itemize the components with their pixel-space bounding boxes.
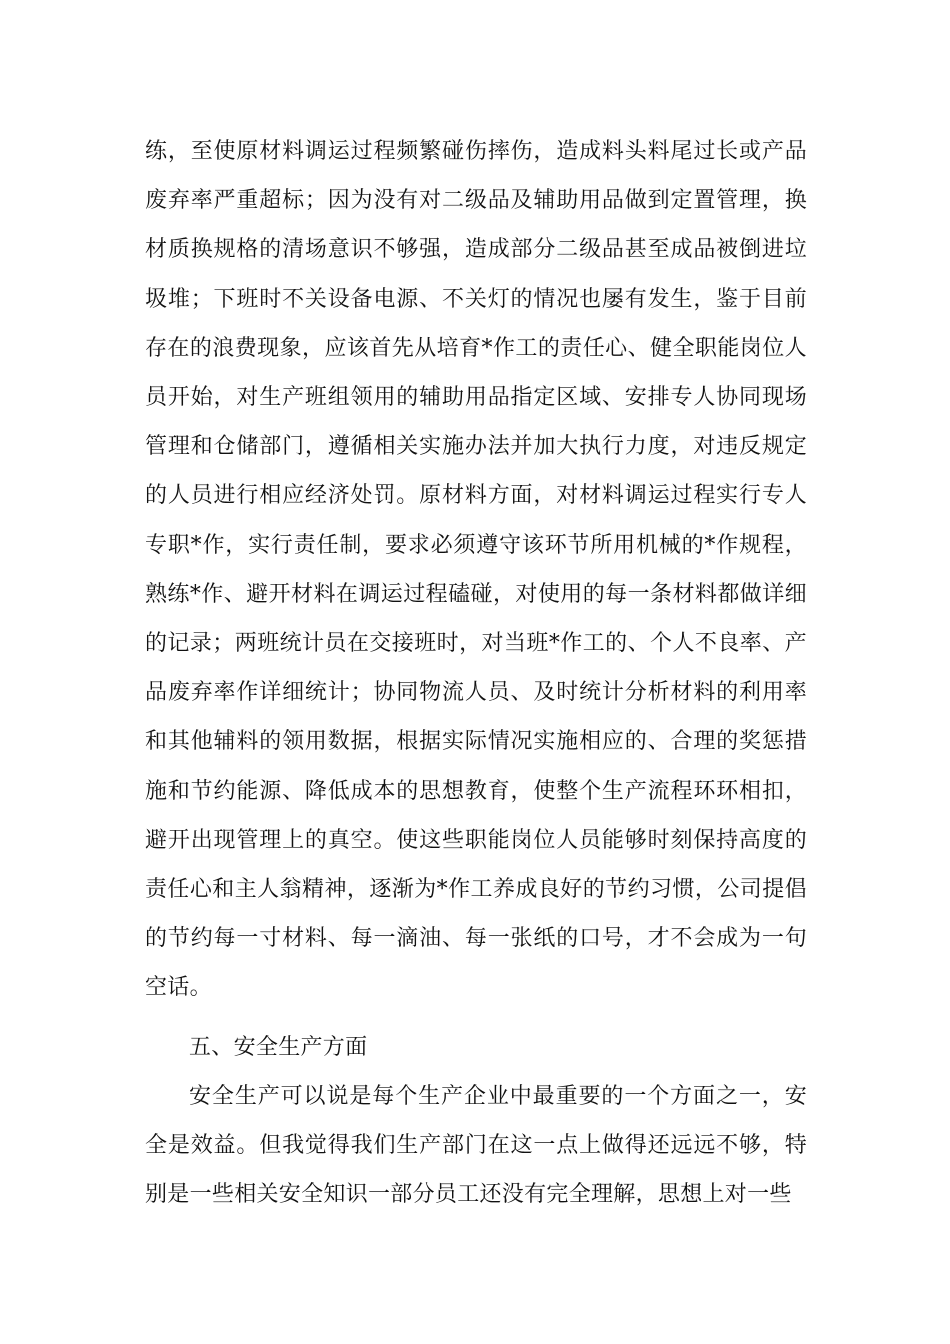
body-paragraph-safety: 安全生产可以说是每个生产企业中最重要的一个方面之一，安全是效益。但我觉得我们生产部门在这一点上做得还远远不够，特别是一些相关安全知识一部分员工还没有完全理解，思想上对一些 bbox=[145, 1084, 807, 1208]
section-heading: 五、安全生产方面 bbox=[189, 1035, 368, 1060]
body-paragraph: 练，至使原材料调运过程频繁碰伤摔伤，造成料头料尾过长或产品废弃率严重超标；因为没有对二级品及辅助用品做到定置管理，换材质换规格的清场意识不够强，造成部分二级品甚至成品被倒进垃圾堆；下班时不关设备电源、不关灯的情况也屡有发生，鉴于目前存在的浪费现象，应该首先从培育*作工的责任心、健全职能岗位人员开始，对生产班组领用的辅助用品指定区域、安排专人协同现场管理和仓储部门，遵循相关实施办法并加大执行力度，对违反规定的人员进行相应经济处罚。原材料方面，对材料调运过程实行专人专职*作，实行责任制，要求必须遵守该环节所用机械的*作规程，熟练*作、避开材料在调运过程磕碰，对使用的每一条材料都做详细的记录；两班统计员在交接班时，对当班*作工的、个人不良率、产品废弃率作详细统计；协同物流人员、及时统计分析材料的利用率和其他辅料的领用数据，根据实际情况实施相应的、合理的奖惩措施和节约能源、降低成本的思想教育，使整个生产流程环环相扣，避开出现管理上的真空。使这些职能岗位人员能够时刻保持高度的责任心和主人翁精神，逐渐为*作工养成良好的节约习惯，公司提倡的节约每一寸材料、每一滴油、每一张纸的口号，才不会成为一句空话。 bbox=[145, 139, 807, 1001]
